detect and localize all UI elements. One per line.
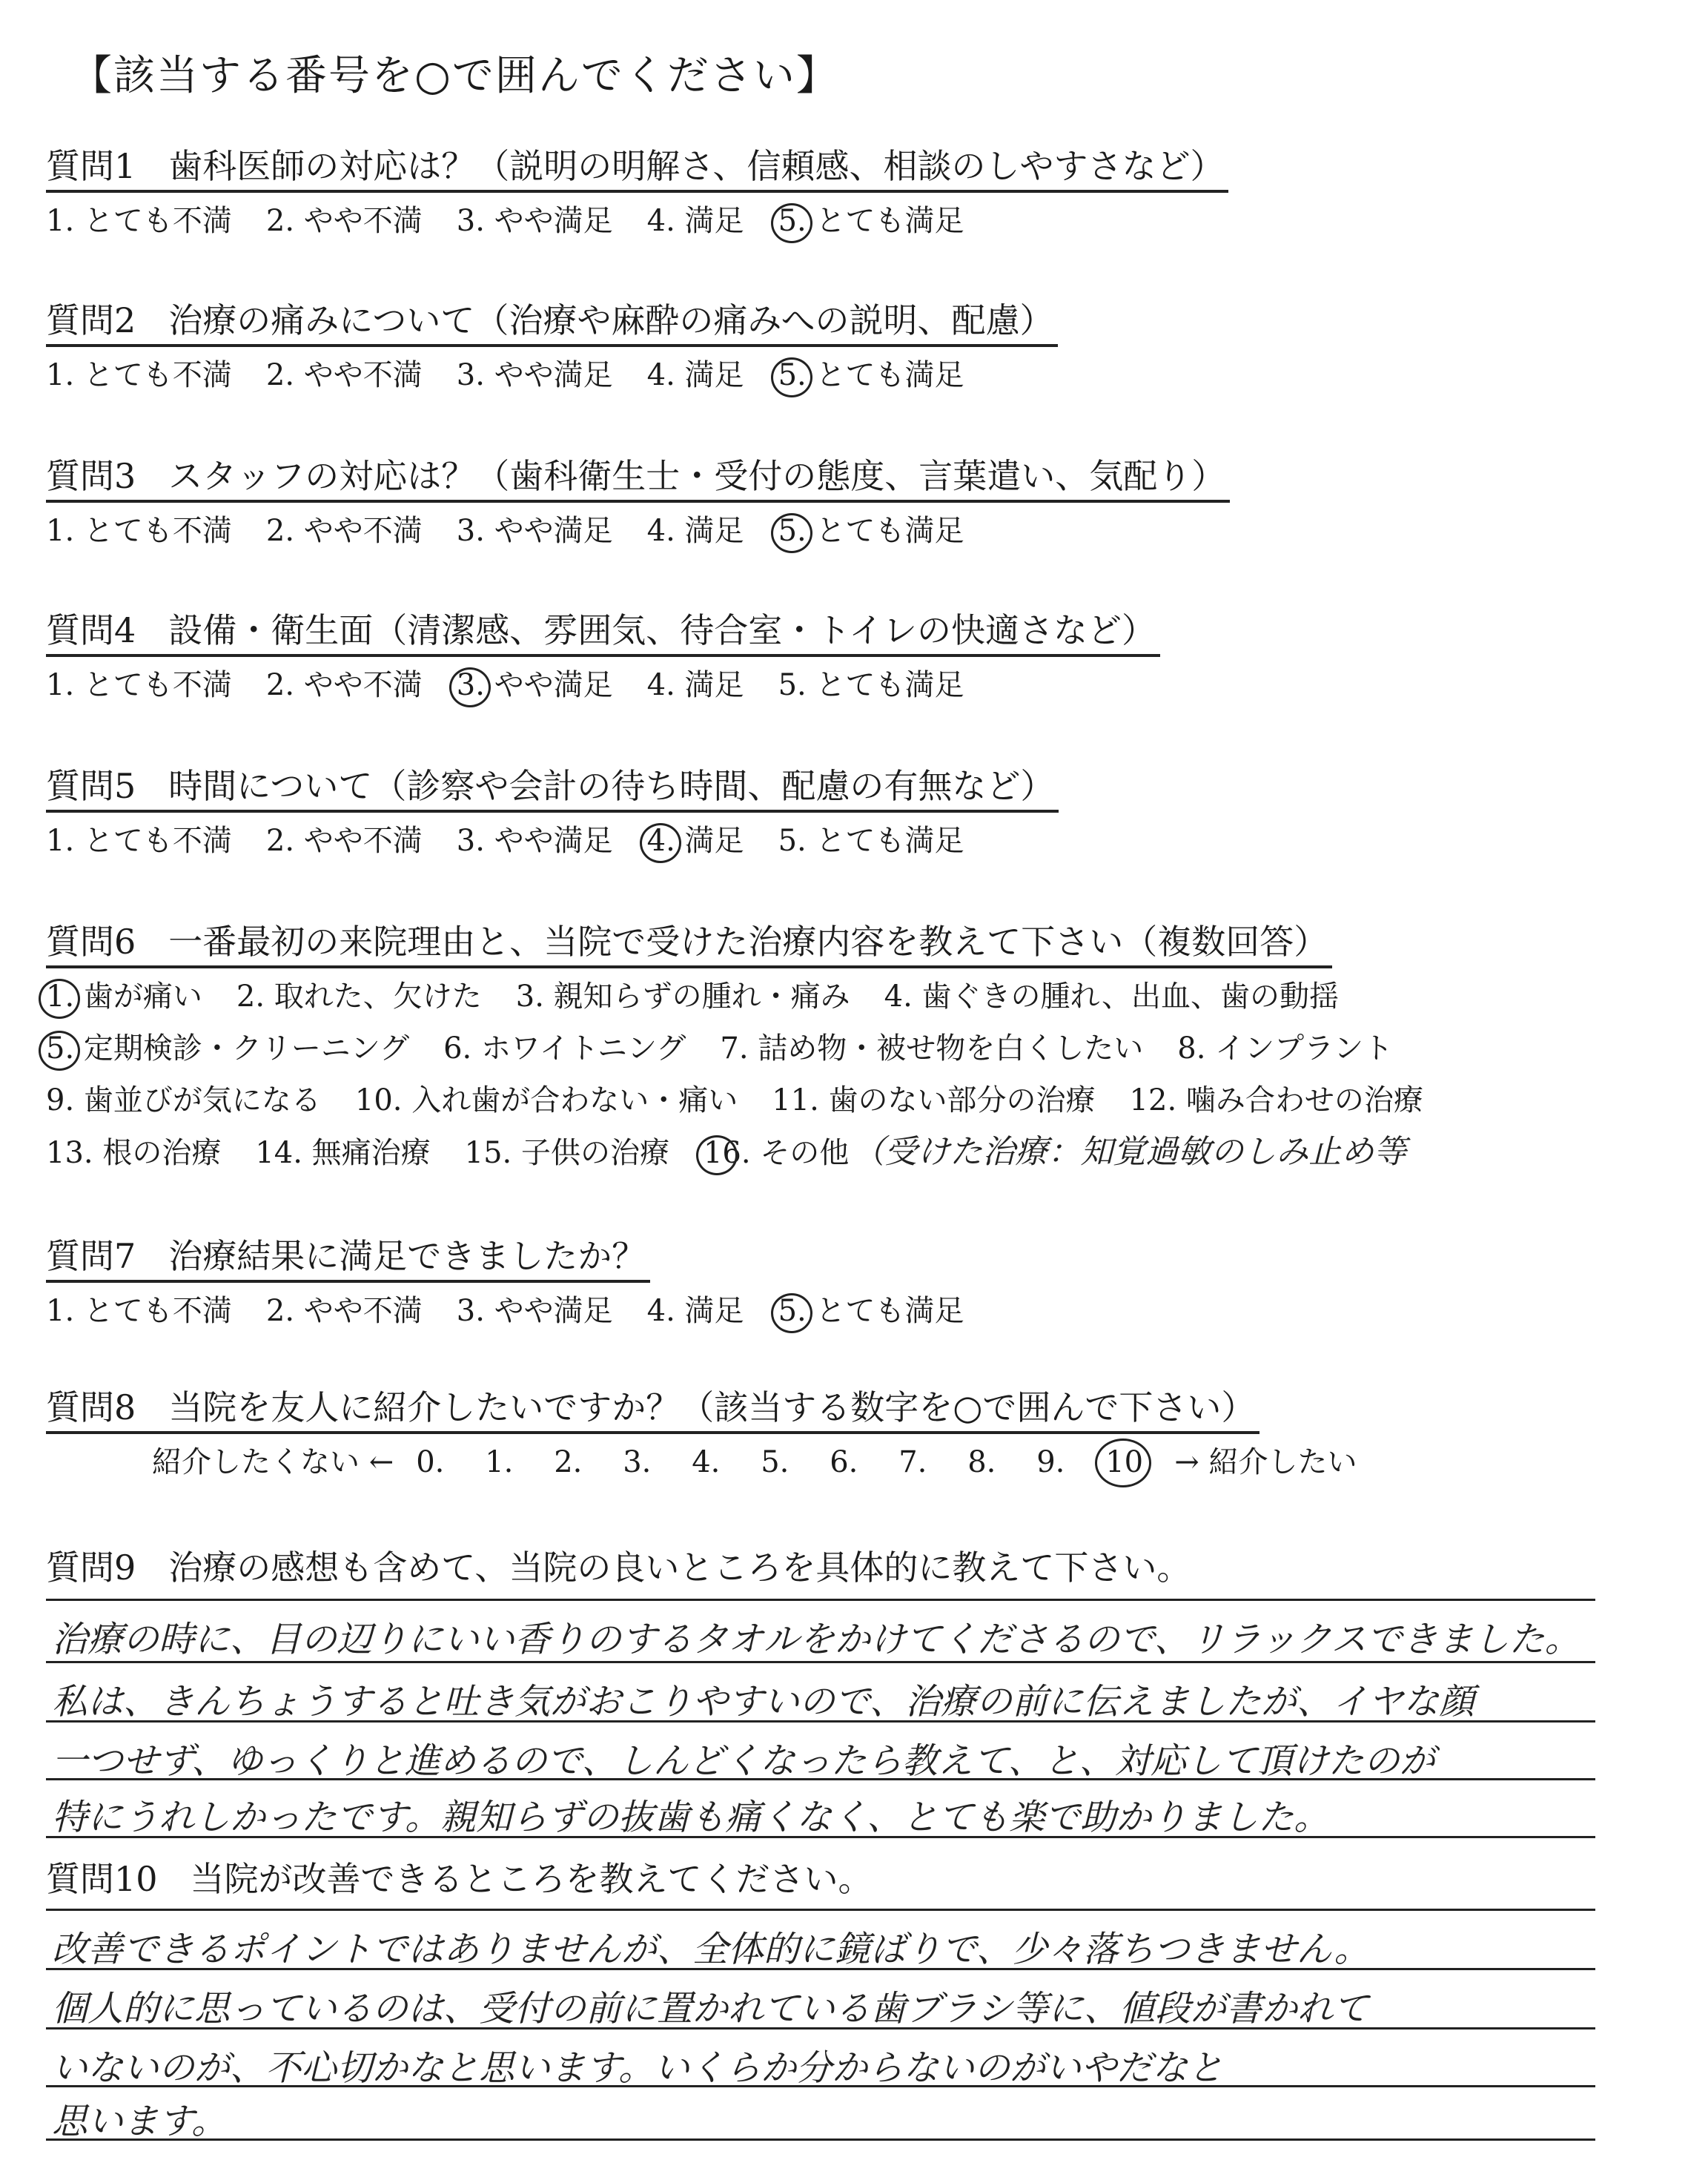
question-1-text: 歯科医師の対応は？（説明の明解さ、信頼感、相談のしやすさなど） — [168, 146, 1225, 186]
q2-option-5-selected[interactable]: 5. とても満足 — [778, 354, 964, 396]
q3-option-4[interactable]: 4. 満足 — [646, 514, 744, 548]
q4-option-1[interactable]: 1. とても不満 — [46, 668, 232, 702]
q3-option-1[interactable]: 1. とても不満 — [46, 514, 232, 548]
question-4-options — [46, 664, 998, 706]
q8-scale-0[interactable]: 0. — [416, 1445, 445, 1479]
question-1-options — [46, 200, 998, 242]
question-5-options — [46, 820, 998, 862]
q10-answer-line-3: いないのが、不心切かなと思います。いくらか分からないのがいやだなと — [52, 2047, 1224, 2089]
q6-option-4[interactable]: 4. 歯ぐきの腫れ、出血、歯の動揺 — [884, 980, 1339, 1014]
question-4-number: 質問4 — [46, 610, 136, 650]
q9-rule-2 — [46, 1720, 1595, 1723]
q4-option-4[interactable]: 4. 満足 — [646, 668, 744, 702]
q10-rule-2 — [46, 2027, 1595, 2029]
question-6-heading — [46, 918, 1332, 968]
question-5-heading — [46, 762, 1059, 813]
question-2-text: 治療の痛みについて（治療や麻酔の痛みへの説明、配慮） — [168, 300, 1054, 340]
q6-option-2[interactable]: 2. 取れた、欠けた — [236, 980, 482, 1014]
q10-answer-line-4: 思います。 — [52, 2101, 228, 2142]
question-10-text: 当院が改善できるところを教えてください。 — [190, 1859, 873, 1899]
q6-option-14[interactable]: 14. 無痛治療 — [255, 1136, 431, 1170]
q5-option-2[interactable]: 2. やや不満 — [265, 824, 423, 858]
question-10-number: 質問10 — [46, 1859, 158, 1899]
question-2-heading — [46, 297, 1058, 347]
q8-scale-1[interactable]: 1. — [485, 1445, 514, 1479]
q6-option-3[interactable]: 3. 親知らずの腫れ・痛み — [515, 980, 850, 1014]
question-8-scale — [152, 1441, 1357, 1483]
question-2-options — [46, 354, 998, 396]
q8-right-label: → 紹介したい — [1174, 1445, 1357, 1479]
q6-option-16-selected[interactable]: 16. その他 — [704, 1132, 849, 1174]
question-3-heading — [46, 452, 1230, 503]
question-5-number: 質問5 — [46, 766, 136, 806]
q4-option-2[interactable]: 2. やや不満 — [265, 668, 423, 702]
question-2-number: 質問2 — [46, 300, 136, 340]
q5-option-1[interactable]: 1. とても不満 — [46, 824, 232, 858]
q7-option-1[interactable]: 1. とても不満 — [46, 1294, 232, 1328]
q8-scale-6[interactable]: 6. — [830, 1445, 858, 1479]
q3-option-3[interactable]: 3. やや満足 — [456, 514, 613, 548]
q3-option-5-selected[interactable]: 5. とても満足 — [778, 510, 964, 552]
question-6-text: 一番最初の来院理由と、当院で受けた治療内容を教えて下さい（複数回答） — [168, 922, 1328, 962]
q8-scale-2[interactable]: 2. — [554, 1445, 583, 1479]
q9-answer-line-2: 私は、きんちょうすると吐き気がおこりやすいので、治療の前に伝えましたが、イヤな顔 — [52, 1681, 1475, 1723]
q7-option-5-selected[interactable]: 5. とても満足 — [778, 1290, 964, 1332]
question-6-row-4 — [46, 1132, 1406, 1174]
q1-option-4[interactable]: 4. 満足 — [646, 204, 744, 238]
question-8-heading — [46, 1384, 1260, 1434]
q7-option-2[interactable]: 2. やや不満 — [265, 1294, 423, 1328]
q6-option-15[interactable]: 15. 子供の治療 — [464, 1136, 669, 1170]
q9-answer-line-1: 治療の時に、目の辺りにいい香りのするタオルをかけてくださるので、リラックスできました。 — [52, 1619, 1580, 1660]
q10-answer-line-2: 個人的に思っているのは、受付の前に置かれている歯ブラシ等に、値段が書かれて — [52, 1988, 1369, 2029]
question-3-text: スタッフの対応は？（歯科衛生士・受付の態度、言葉遣い、気配り） — [168, 456, 1226, 496]
q6-other-handwritten: （受けた治療：知覚過敏のしみ止め等 — [852, 1133, 1407, 1171]
question-6-number: 質問6 — [46, 922, 136, 962]
q8-scale-7[interactable]: 7. — [898, 1445, 927, 1479]
question-8-number: 質問8 — [46, 1387, 136, 1427]
question-6-row-3 — [46, 1080, 1457, 1121]
q6-option-8[interactable]: 8. インプラント — [1177, 1031, 1394, 1066]
question-9-number: 質問9 — [46, 1548, 136, 1588]
q6-option-6[interactable]: 6. ホワイトニング — [443, 1031, 686, 1066]
question-7-heading — [46, 1232, 650, 1283]
q10-rule-4 — [46, 2138, 1595, 2141]
q10-answer-line-1: 改善できるポイントではありませんが、全体的に鏡ばりで、少々落ちつきません。 — [52, 1929, 1370, 1970]
question-7-text: 治療結果に満足できましたか？ — [168, 1236, 646, 1276]
q6-option-7[interactable]: 7. 詰め物・被せ物を白くしたい — [720, 1031, 1144, 1066]
q10-rule-3 — [46, 2085, 1595, 2087]
q6-option-12[interactable]: 12. 噛み合わせの治療 — [1129, 1083, 1423, 1117]
q8-scale-5[interactable]: 5. — [761, 1445, 790, 1479]
question-10-heading — [46, 1852, 873, 1901]
q8-left-label: 紹介したくない ← — [152, 1445, 394, 1479]
q7-option-4[interactable]: 4. 満足 — [646, 1294, 744, 1328]
q2-option-3[interactable]: 3. やや満足 — [456, 358, 613, 392]
q5-option-4-selected[interactable]: 4. 満足 — [647, 820, 744, 862]
q8-scale-3[interactable]: 3. — [623, 1445, 652, 1479]
q1-option-3[interactable]: 3. やや満足 — [456, 204, 613, 238]
q9-rule-0 — [46, 1599, 1595, 1601]
q9-rule-4 — [46, 1836, 1595, 1838]
q2-option-2[interactable]: 2. やや不満 — [265, 358, 423, 392]
q3-option-2[interactable]: 2. やや不満 — [265, 514, 423, 548]
page-title: 【該当する番号を○で囲んでください】 — [70, 52, 839, 100]
q8-scale-9[interactable]: 9. — [1036, 1445, 1065, 1479]
q6-option-10[interactable]: 10. 入れ歯が合わない・痛い — [354, 1083, 738, 1117]
q4-option-5[interactable]: 5. とても満足 — [778, 668, 964, 702]
q9-answer-line-3: 一つせず、ゆっくりと進めるので、しんどくなったら教えて、と、対応して頂けたのが — [52, 1740, 1435, 1782]
question-1-number: 質問1 — [46, 146, 136, 186]
q6-option-13[interactable]: 13. 根の治療 — [46, 1136, 222, 1170]
q4-option-3-selected[interactable]: 3. やや満足 — [457, 664, 613, 706]
question-9-text: 治療の感想も含めて、当院の良いところを具体的に教えて下さい。 — [168, 1548, 1191, 1588]
q6-option-11[interactable]: 11. 歯のない部分の治療 — [772, 1083, 1096, 1117]
q10-rule-0 — [46, 1909, 1595, 1911]
question-3-number: 質問3 — [46, 456, 136, 496]
question-7-options — [46, 1290, 998, 1332]
q9-rule-3 — [46, 1778, 1595, 1780]
q5-option-3[interactable]: 3. やや満足 — [456, 824, 613, 858]
q1-option-1[interactable]: 1. とても不満 — [46, 204, 232, 238]
question-4-text: 設備・衛生面（清潔感、雰囲気、待合室・トイレの快適さなど） — [168, 610, 1156, 650]
question-5-text: 時間について（診察や会計の待ち時間、配慮の有無など） — [168, 766, 1055, 806]
q9-answer-line-4: 特にうれしかったです。親知らずの抜歯も痛くなく、とても楽で助かりました。 — [52, 1797, 1330, 1838]
q9-rule-1 — [46, 1661, 1595, 1663]
question-3-options — [46, 510, 998, 552]
q6-option-9[interactable]: 9. 歯並びが気になる — [46, 1083, 321, 1117]
q8-scale-4[interactable]: 4. — [692, 1445, 721, 1479]
question-1-heading — [46, 142, 1228, 193]
question-4-heading — [46, 607, 1160, 657]
question-7-number: 質問7 — [46, 1236, 136, 1276]
q1-option-5-selected[interactable]: 5. とても満足 — [778, 200, 964, 242]
q8-scale-10-selected[interactable]: 10 — [1105, 1441, 1174, 1483]
q6-option-5-selected[interactable]: 5. 定期検診・クリーニング — [46, 1028, 409, 1069]
question-8-text: 当院を友人に紹介したいですか？（該当する数字を○で囲んで下さい） — [168, 1387, 1256, 1427]
question-9-heading — [46, 1541, 1191, 1590]
q6-option-1-selected[interactable]: 1. 歯が痛い — [46, 976, 202, 1017]
q5-option-5[interactable]: 5. とても満足 — [778, 824, 964, 858]
q10-rule-1 — [46, 1968, 1595, 1970]
q7-option-3[interactable]: 3. やや満足 — [456, 1294, 613, 1328]
q2-option-4[interactable]: 4. 満足 — [646, 358, 744, 392]
q1-option-2[interactable]: 2. やや不満 — [265, 204, 423, 238]
question-6-row-1 — [46, 976, 1373, 1017]
q2-option-1[interactable]: 1. とても不満 — [46, 358, 232, 392]
q8-scale-8[interactable]: 8. — [967, 1445, 996, 1479]
question-6-row-2 — [46, 1028, 1427, 1069]
